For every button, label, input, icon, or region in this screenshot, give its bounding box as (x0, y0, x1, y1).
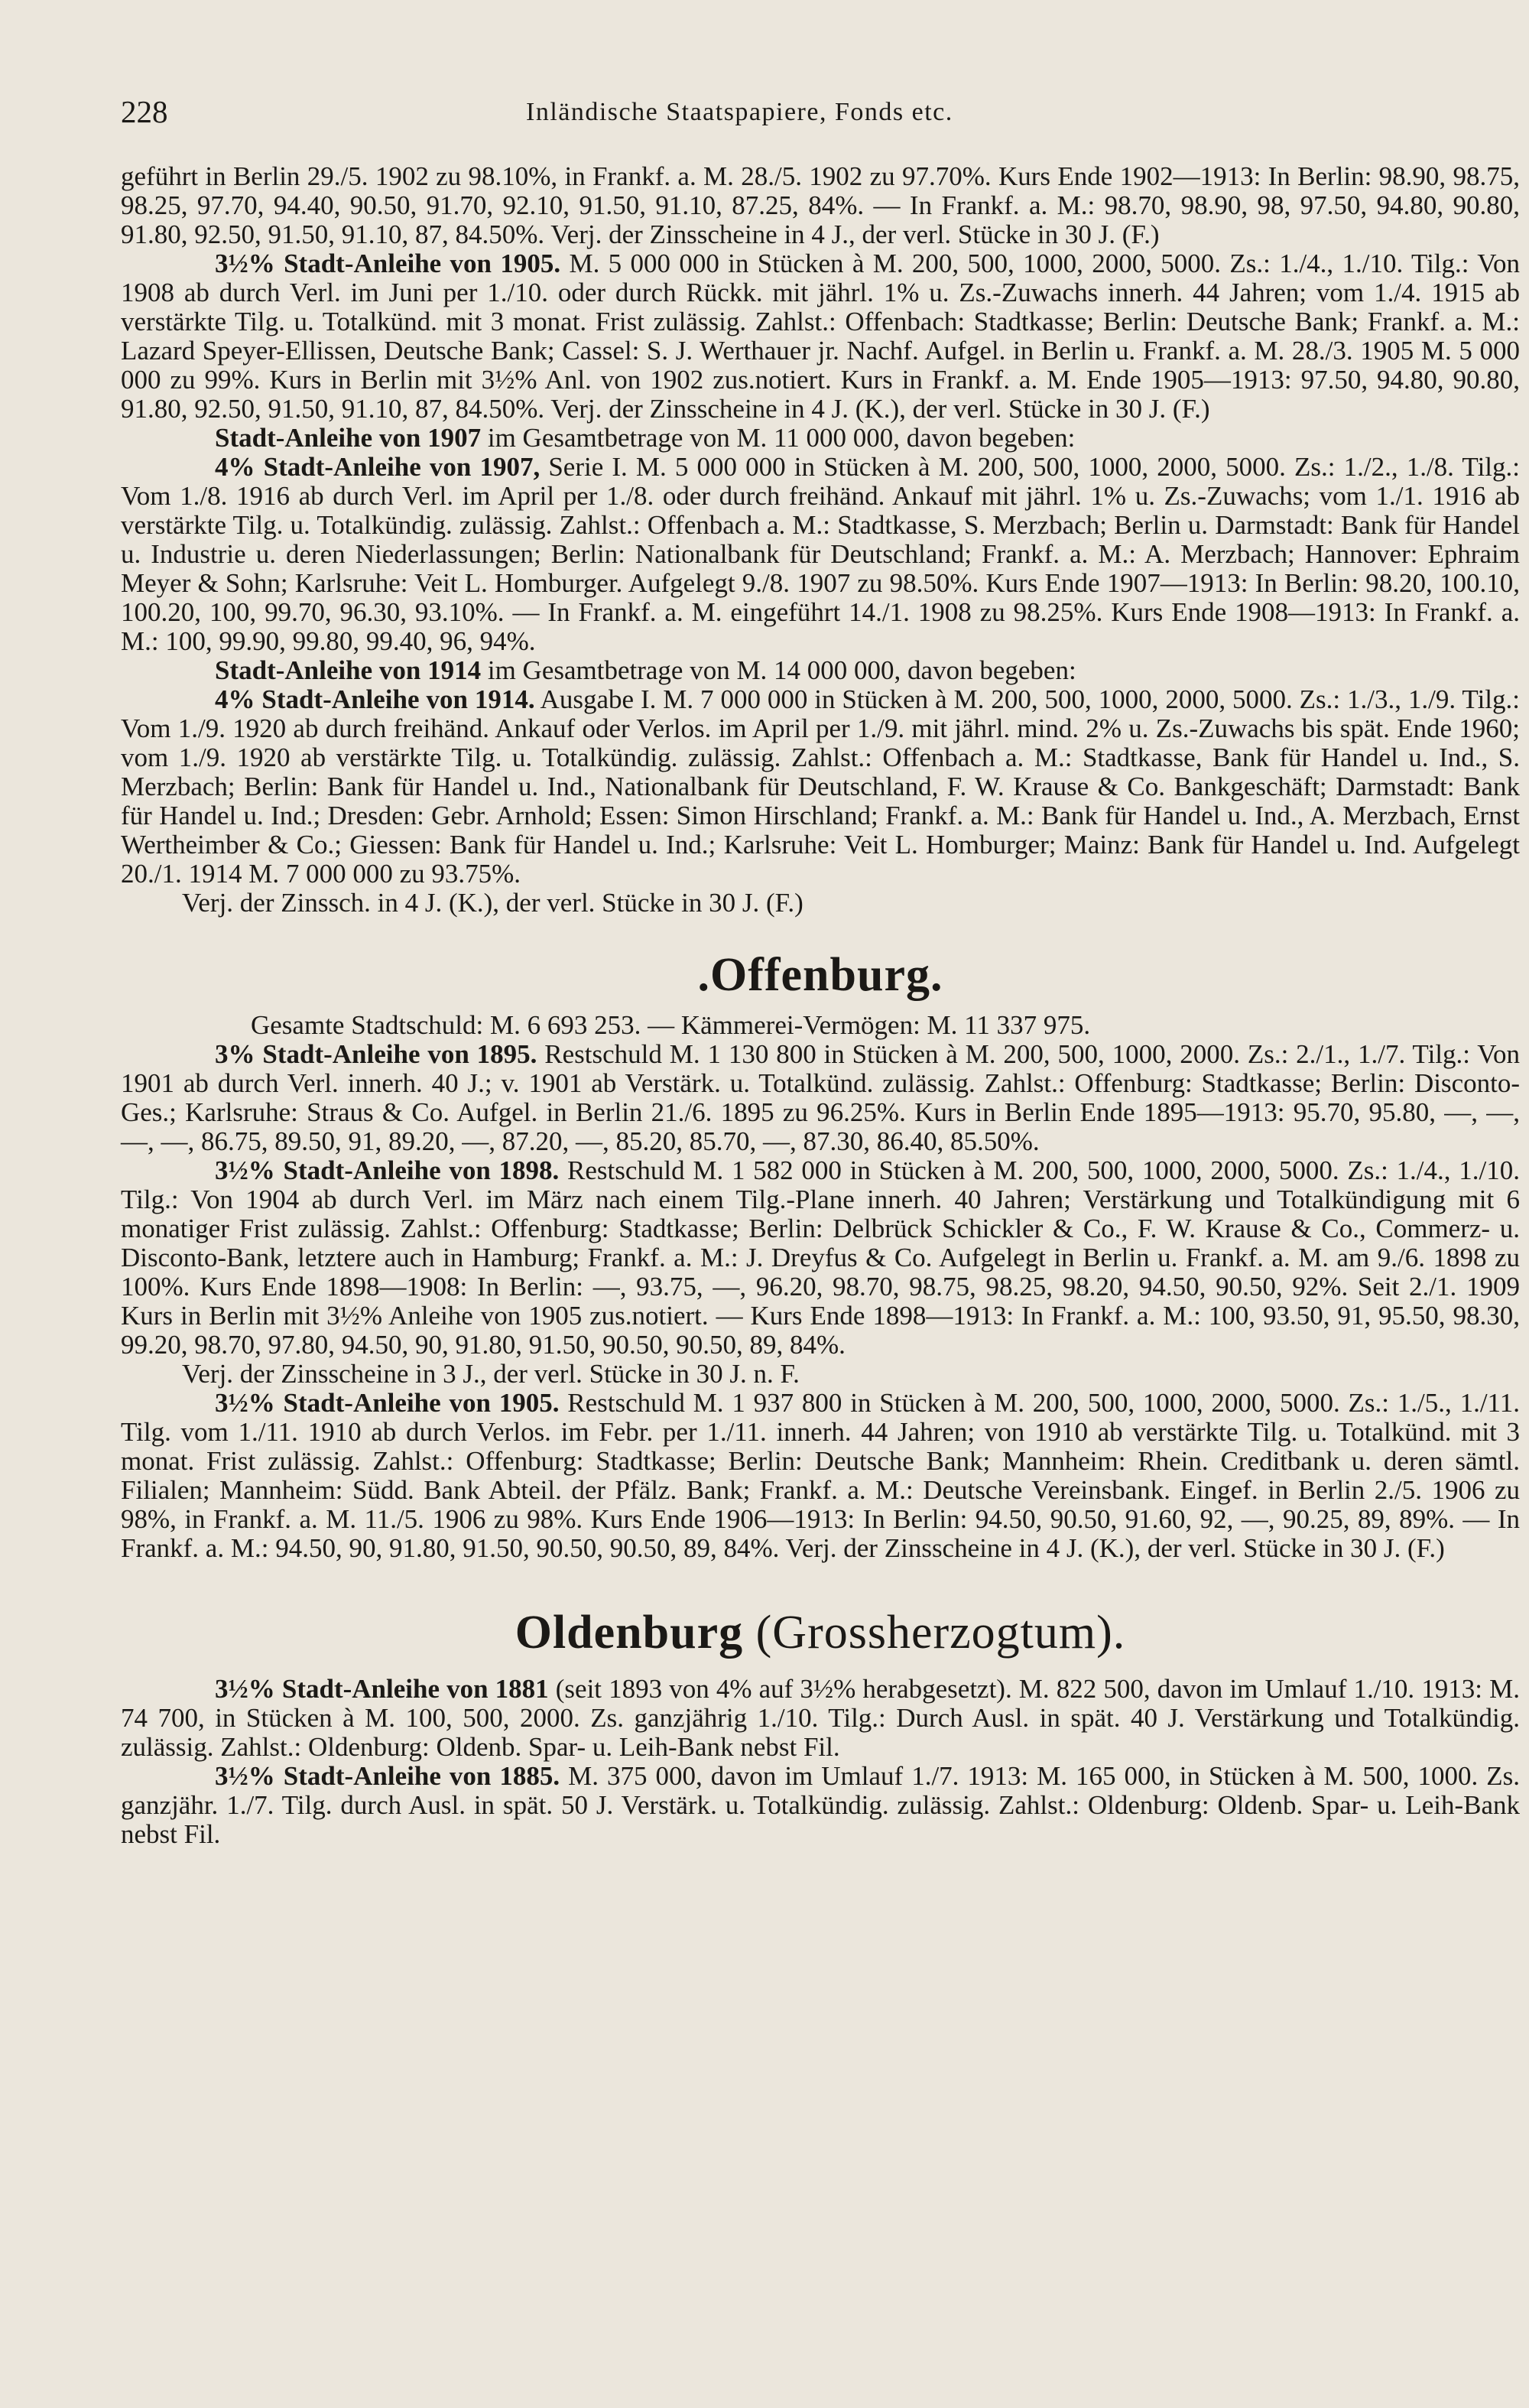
paragraph-loan-1914 (121, 685, 1520, 889)
paragraph-offenburg-1895 (121, 1040, 1520, 1156)
paragraph-loan-1907-series-1 (121, 453, 1520, 656)
running-title: Inländische Staatspapiere, Fonds etc. (526, 98, 953, 126)
loan-title: 3½% Stadt-Anleihe von 1885. (215, 1761, 560, 1791)
page-content (121, 162, 1520, 1849)
paragraph-loan-1914-total (121, 656, 1520, 685)
paragraph-verjaehrung (121, 889, 1520, 918)
offenburg-summary: Gesamte Stadtschuld: M. 6 693 253. — Kämmerei-Vermögen: M. 11 337 975. (251, 1010, 1091, 1040)
paragraph-loan-1907-total (121, 424, 1520, 453)
page-header (121, 95, 1376, 128)
paragraph-offenburg-1905 (121, 1389, 1520, 1563)
paragraph-text: Verj. der Zinssch. in 4 J. (K.), der verl. Stücke in 30 J. (F.) (182, 888, 803, 918)
paragraph-text: geführt in Berlin 29./5. 1902 zu 98.10%, in Frankf. a. M. 28./5. 1902 zu 97.70%. Kurs Ende 1902—1913: In Berlin: 98.90, 98.75, 98.25, 97.70, 94.40, 90.50, 91.70, 92.10, 91.50, 91.10, 87.25, 84%. — In Frankf. a. M.: 98.70, 98.90, 98, 97.50, 94.80, 90.80, 91.80, 92.50, 91.50, 91.10, 87, 84.50%. Verj. der Zinsscheine in 4 J., der verl. Stücke in 30 J. (F.) (121, 161, 1520, 249)
loan-title: Stadt-Anleihe von 1914 (215, 655, 482, 685)
section-heading-oldenburg (121, 1606, 1520, 1659)
loan-title: 3½% Stadt-Anleihe von 1881 (215, 1674, 549, 1704)
paragraph-text: Restschuld M. 1 937 800 in Stücken à M. 200, 500, 1000, 2000, 5000. Zs.: 1./5., 1./11. Tilg. vom 1./11. 1910 ab durch Verlos. im Febr. per 1./11. innerh. 44 Jahren; von 1910 ab verstärkte Tilg. u. Totalkünd. mit 3 monat. Frist zulässig. Zahlst.: Offenburg: Stadtkasse; Berlin: Deutsche Bank; Mannheim: Rhein. Creditbank u. deren sämtl. Filialen; Mannheim: Südd. Bank Abteil. der Pfälz. Bank; Frankf. a. M.: Deutsche Vereinsbank. Eingef. in Berlin 2./5. 1906 zu 98%, in Frankf. a. M. 11./5. 1906 zu 98%. Kurs Ende 1906—1913: In Berlin: 94.50, 90.50, 91.60, 92, —, 90.25, 89, 89%. — In Frankf. a. M.: 94.50, 90, 91.80, 91.50, 90.50, 90.50, 89, 84%. Verj. der Zinsscheine in 4 J. (K.), der verl. Stücke in 30 J. (F.) (121, 1388, 1520, 1563)
paragraph-oldenburg-1881 (121, 1675, 1520, 1762)
loan-title: 3½% Stadt-Anleihe von 1898. (215, 1155, 560, 1185)
section-heading-offenburg: .Offenburg. (697, 949, 943, 1001)
loan-title: 4% Stadt-Anleihe von 1907, (215, 452, 541, 482)
loan-title: 3½% Stadt-Anleihe von 1905. (215, 249, 561, 278)
loan-title: 3% Stadt-Anleihe von 1895. (215, 1039, 537, 1069)
page-number: 228 (121, 94, 168, 129)
paragraph-offenburg-verjaehrung (121, 1360, 1520, 1389)
paragraph-oldenburg-1885 (121, 1762, 1520, 1849)
paragraph-text: Restschuld M. 1 582 000 in Stücken à M. 200, 500, 1000, 2000, 5000. Zs.: 1./4., 1./10. Tilg.: Von 1904 ab durch Verl. im März nach einem Tilg.-Plane innerh. 40 Jahren; Verstärkung und Totalkündigung mit 6 monatiger Frist zulässig. Zahlst.: Offenburg: Stadtkasse; Berlin: Delbrück Schickler & Co., F. W. Krause & Co., Commerz- u. Disconto-Bank, letztere auch in Hamburg; Frankf. a. M.: J. Dreyfus & Co. Aufgelegt in Berlin u. Frankf. a. M. am 9./6. 1898 zu 100%. Kurs Ende 1898—1908: In Berlin: —, 93.75, —, 96.20, 98.70, 98.75, 98.25, 98.20, 94.50, 90.50, 92%. Seit 2./1. 1909 Kurs in Berlin mit 3½% Anleihe von 1905 zus.notiert. — Kurs Ende 1898—1913: In Frankf. a. M.: 100, 93.50, 91, 95.50, 98.30, 99.20, 98.70, 97.80, 94.50, 90, 91.80, 91.50, 90.50, 90.50, 89, 84%. (121, 1155, 1520, 1360)
loan-title: 3½% Stadt-Anleihe von 1905. (215, 1388, 560, 1418)
loan-title: 4% Stadt-Anleihe von 1914. (215, 684, 535, 714)
paragraph-text: (seit 1893 von 4% auf 3½% herabgesetzt). M. 822 500, davon im Umlauf 1./10. 1913: M. 74 700, in Stücken à M. 100, 500, 2000. Zs. ganzjährig 1./10. Tilg.: Durch Ausl. in spät. 40 J. Verstärkung und Totalkündig. zulässig. Zahlst.: Oldenburg: Oldenb. Spar- u. Leih-Bank nebst Fil. (121, 1674, 1520, 1762)
paragraph-text: Serie I. M. 5 000 000 in Stücken à M. 200, 500, 1000, 2000, 5000. Zs.: 1./2., 1./8. Tilg.: Vom 1./8. 1916 ab durch Verl. im April per 1./8. oder durch freihänd. Ankauf mit jährl. 1% u. Zs.-Zuwachs; vom 1./1. 1916 ab verstärkte Tilg. u. Totalkündig. zulässig. Zahlst.: Offenbach a. M.: Stadtkasse, S. Merzbach; Berlin u. Darmstadt: Bank für Handel u. Industrie u. deren Niederlassungen; Berlin: Nationalbank für Deutschland; Frankf. a. M.: A. Merzbach; Hannover: Ephraim Meyer & Sohn; Karlsruhe: Veit L. Homburger. Aufgelegt 9./8. 1907 zu 98.50%. Kurs Ende 1907—1913: In Berlin: 98.20, 100.10, 100.20, 100, 99.70, 96.30, 93.10%. — In Frankf. a. M. eingeführt 14./1. 1908 zu 98.25%. Kurs Ende 1908—1913: In Frankf. a. M.: 100, 99.90, 99.80, 99.40, 96, 94%. (121, 452, 1520, 656)
paragraph-text: Restschuld M. 1 130 800 in Stücken à M. 200, 500, 1000, 2000. Zs.: 2./1., 1./7. Tilg.: Von 1901 ab durch Verl. innerh. 40 J.; v. 1901 ab Verstärk. u. Totalkünd. zulässig. Zahlst.: Offenburg: Stadtkasse; Berlin: Disconto-Ges.; Karlsruhe: Straus & Co. Aufgel. in Berlin 21./6. 1895 zu 96.25%. Kurs in Berlin Ende 1895—1913: 95.70, 95.80, —, —, —, —, 86.75, 89.50, 91, 89.20, —, 87.20, —, 85.20, 85.70, —, 87.30, 86.40, 85.50%. (121, 1039, 1520, 1156)
loan-title: Stadt-Anleihe von 1907 (215, 423, 482, 453)
paragraph-loan-1905 (121, 249, 1520, 424)
paragraph-text: im Gesamtbetrage von M. 14 000 000, davon begeben: (481, 655, 1076, 685)
section-heading-name: Oldenburg (515, 1607, 744, 1659)
paragraph-continued (121, 162, 1520, 249)
section-heading-suffix: (Grossherzogtum). (743, 1607, 1126, 1659)
paragraph-text: M. 375 000, davon im Umlauf 1./7. 1913: M. 165 000, in Stücken à M. 500, 1000. Zs. ganzjähr. 1./7. Tilg. durch Ausl. in spät. 50 J. Verstärk. u. Totalkündig. zulässig. Zahlst.: Oldenburg: Oldenb. Spar- u. Leih-Bank nebst Fil. (121, 1761, 1520, 1849)
paragraph-text: Ausgabe I. M. 7 000 000 in Stücken à M. 200, 500, 1000, 2000, 5000. Zs.: 1./3., 1./9. Tilg.: Vom 1./9. 1920 ab durch freihänd. Ankauf oder Verlos. im April per 1./9. mit jährl. mind. 2% u. Zs.-Zuwachs bis spät. Ende 1960; vom 1./9. 1920 ab verstärkte Tilg. u. Totalkündig. zulässig. Zahlst.: Offenbach a. M.: Stadtkasse, Bank für Handel u. Ind., S. Merzbach; Berlin: Bank für Handel u. Ind., Nationalbank für Deutschland, F. W. Krause & Co. Bankgeschäft; Darmstadt: Bank für Handel u. Ind.; Dresden: Gebr. Arnhold; Essen: Simon Hirschland; Frankf. a. M.: Bank für Handel u. Ind., A. Merzbach, Ernst Wertheimber & Co.; Giessen: Bank für Handel u. Ind.; Karlsruhe: Veit L. Homburger; Mainz: Bank für Handel u. Ind. Aufgelegt 20./1. 1914 M. 7 000 000 zu 93.75%. (121, 684, 1520, 889)
paragraph-text: Verj. der Zinsscheine in 3 J., der verl. Stücke in 30 J. n. F. (182, 1359, 800, 1389)
paragraph-text: im Gesamtbetrage von M. 11 000 000, davon begeben: (481, 423, 1076, 453)
paragraph-offenburg-1898 (121, 1156, 1520, 1360)
paragraph-text: M. 5 000 000 in Stücken à M. 200, 500, 1000, 2000, 5000. Zs.: 1./4., 1./10. Tilg.: Von 1908 ab durch Verl. im Juni per 1./10. oder durch Rückk. mit jährl. 1% u. Zs.-Zuwachs innerh. 44 Jahren; vom 1./4. 1915 ab verstärkte Tilg. u. Totalkünd. mit 3 monat. Frist zulässig. Zahlst.: Offenbach: Stadtkasse; Berlin: Deutsche Bank; Frankf. a. M.: Lazard Speyer-Ellissen, Deutsche Bank; Cassel: S. J. Werthauer jr. Nachf. Aufgel. in Berlin u. Frankf. a. M. 28./3. 1905 M. 5 000 000 zu 99%. Kurs in Berlin mit 3½% Anl. von 1902 zus.notiert. Kurs in Frankf. a. M. Ende 1905—1913: 97.50, 94.80, 90.80, 91.80, 92.50, 91.50, 91.10, 87, 84.50%. Verj. der Zinsscheine in 4 J. (K.), der verl. Stücke in 30 J. (F.) (121, 249, 1520, 424)
